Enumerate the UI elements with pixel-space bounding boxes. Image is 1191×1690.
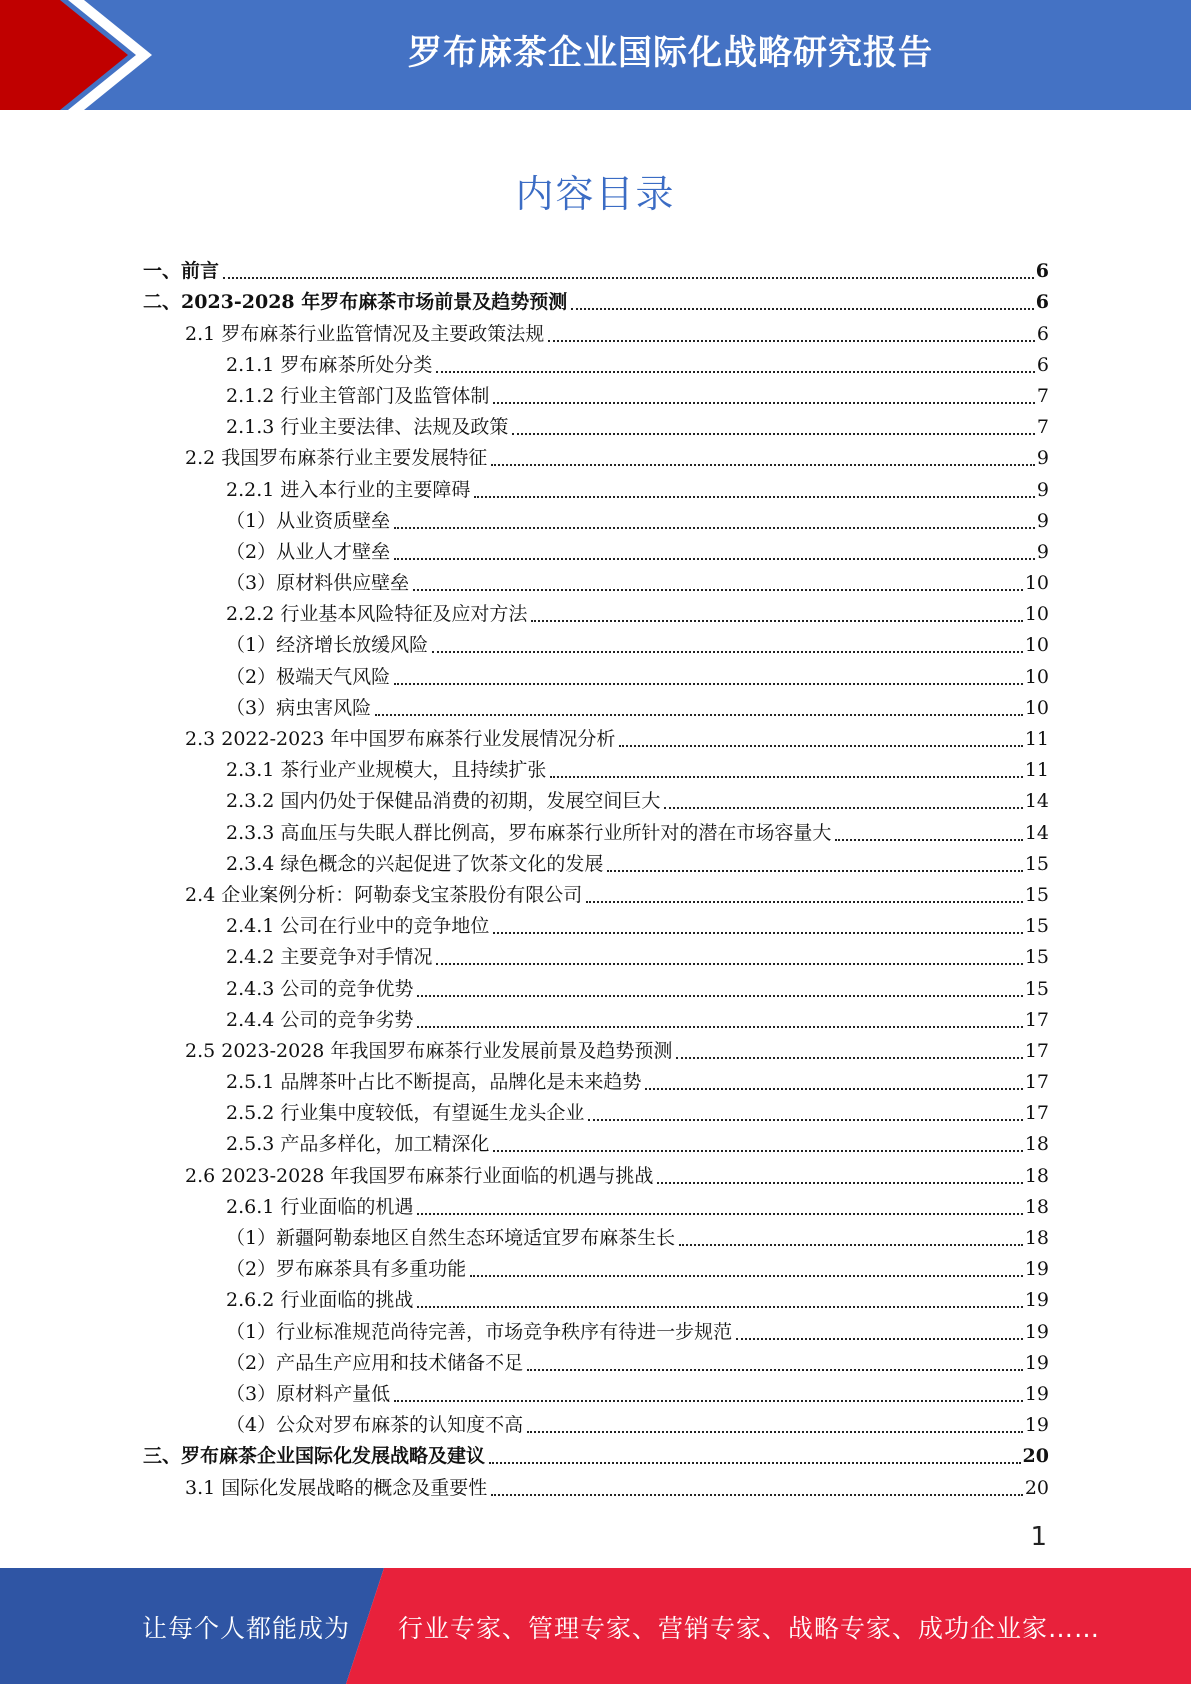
- toc-entry-page: 7: [1036, 384, 1049, 407]
- toc-dot-leader: [394, 526, 1035, 529]
- toc-dot-leader: [394, 682, 1023, 685]
- toc-entry-label: 2.2 我国罗布麻茶行业主要发展特征: [185, 447, 488, 470]
- toc-entry-page: 17: [1024, 1071, 1049, 1094]
- toc-entry-label: 2.3.3 高血压与失眠人群比例高，罗布麻茶行业所针对的潜在市场容量大: [226, 821, 832, 844]
- toc-dot-leader: [619, 744, 1022, 747]
- toc-entry-page: 15: [1024, 852, 1049, 875]
- toc-entry[interactable]: [143, 1126, 1049, 1157]
- toc-dot-leader: [493, 401, 1035, 404]
- toc-entry[interactable]: [143, 1157, 1049, 1188]
- toc-dot-leader: [436, 370, 1035, 373]
- toc-entry[interactable]: [143, 534, 1049, 565]
- toc-entry[interactable]: [143, 1407, 1049, 1438]
- toc-entry-page: 6: [1036, 353, 1049, 376]
- toc-entry-label: （2）罗布麻茶具有多重功能: [226, 1258, 467, 1281]
- toc-entry-page: 14: [1024, 790, 1049, 813]
- report-header-banner: [0, 0, 1191, 110]
- toc-dot-leader: [531, 619, 1022, 622]
- toc-dot-leader: [417, 1212, 1022, 1215]
- toc-entry-page: 6: [1036, 322, 1049, 345]
- toc-dot-leader: [394, 1399, 1023, 1402]
- toc-entry[interactable]: [143, 846, 1049, 877]
- toc-entry-label: 2.6 2023-2028 年我国罗布麻茶行业面临的机遇与挑战: [185, 1164, 654, 1187]
- toc-dot-leader: [413, 588, 1023, 591]
- toc-entry-label: 2.1 罗布麻茶行业监管情况及主要政策法规: [185, 322, 545, 345]
- toc-entry-label: 2.3.4 绿色概念的兴起促进了饮茶文化的发展: [226, 852, 604, 875]
- toc-dot-leader: [417, 994, 1022, 997]
- toc-entry-label: 2.1.2 行业主管部门及监管体制: [226, 384, 490, 407]
- toc-entry-page: 18: [1024, 1195, 1049, 1218]
- toc-dot-leader: [223, 276, 1034, 279]
- toc-entry[interactable]: [143, 877, 1049, 908]
- toc-entry-label: 2.4.2 主要竞争对手情况: [226, 946, 433, 969]
- toc-entry-label: （3）原材料产量低: [226, 1382, 391, 1405]
- toc-entry-page: 7: [1036, 416, 1049, 439]
- toc-entry-label: 二、2023-2028 年罗布麻茶市场前景及趋势预测: [143, 291, 568, 314]
- header-arrow-decoration: [0, 0, 160, 110]
- toc-heading: 内容目录: [515, 172, 676, 216]
- toc-entry[interactable]: [143, 1282, 1049, 1313]
- toc-entry-page: 19: [1024, 1351, 1049, 1374]
- toc-entry-page: 18: [1024, 1164, 1049, 1187]
- toc-entry[interactable]: [143, 1251, 1049, 1282]
- toc-entry[interactable]: [143, 1313, 1049, 1344]
- toc-dot-leader: [571, 307, 1034, 310]
- toc-entry-page: 20: [1024, 1476, 1049, 1499]
- toc-entry[interactable]: [143, 1376, 1049, 1407]
- toc-entry-label: 2.4.1 公司在行业中的竞争地位: [226, 915, 490, 938]
- toc-entry-label: 2.1.3 行业主要法律、法规及政策: [226, 416, 509, 439]
- toc-dot-leader: [375, 713, 1023, 716]
- toc-entry[interactable]: [143, 471, 1049, 502]
- toc-entry-label: 2.4.3 公司的竞争优势: [226, 977, 414, 1000]
- toc-entry-label: 2.1.1 罗布麻茶所处分类: [226, 353, 433, 376]
- toc-dot-leader: [679, 1243, 1023, 1246]
- toc-entry-label: （1）行业标准规范尚待完善，市场竞争秩序有待进一步规范: [226, 1320, 733, 1343]
- toc-entry-label: 2.2.1 进入本行业的主要障碍: [226, 478, 471, 501]
- toc-entry-label: （2）产品生产应用和技术储备不足: [226, 1351, 524, 1374]
- toc-dot-leader: [550, 775, 1022, 778]
- toc-entry[interactable]: [143, 783, 1049, 814]
- toc-entry[interactable]: [143, 1220, 1049, 1251]
- toc-entry-page: 9: [1036, 478, 1049, 501]
- toc-entry-label: 2.3.1 茶行业产业规模大，且持续扩张: [226, 759, 547, 782]
- toc-entry[interactable]: [143, 378, 1049, 409]
- toc-entry-page: 10: [1024, 572, 1049, 595]
- toc-entry-page: 15: [1024, 977, 1049, 1000]
- toc-dot-leader: [548, 339, 1035, 342]
- toc-entry-page: 9: [1036, 447, 1049, 470]
- toc-entry-label: 2.3.2 国内仍处于保健品消费的初期，发展空间巨大: [226, 790, 661, 813]
- toc-entry[interactable]: [143, 409, 1049, 440]
- footer-banner: [0, 1568, 1191, 1684]
- toc-dot-leader: [607, 869, 1022, 872]
- toc-entry-page: 17: [1024, 1039, 1049, 1062]
- toc-entry-page: 15: [1024, 915, 1049, 938]
- table-of-contents: [143, 253, 1049, 1501]
- toc-dot-leader: [664, 806, 1022, 809]
- toc-entry[interactable]: [143, 690, 1049, 721]
- toc-entry-page: 15: [1024, 946, 1049, 969]
- toc-entry[interactable]: [143, 1002, 1049, 1033]
- toc-dot-leader: [470, 1274, 1023, 1277]
- toc-entry-label: 2.4 企业案例分析：阿勒泰戈宝茶股份有限公司: [185, 883, 583, 906]
- toc-entry-label: （3）原材料供应壁垒: [226, 572, 410, 595]
- toc-entry[interactable]: [143, 908, 1049, 939]
- toc-entry[interactable]: [143, 1064, 1049, 1095]
- toc-dot-leader: [417, 1305, 1022, 1308]
- toc-entry-label: 3.1 国际化发展战略的概念及重要性: [185, 1476, 488, 1499]
- toc-entry-page: 10: [1024, 603, 1049, 626]
- toc-entry-label: 2.2.2 行业基本风险特征及应对方法: [226, 603, 528, 626]
- toc-entry[interactable]: [143, 814, 1049, 845]
- toc-entry-page: 10: [1024, 634, 1049, 657]
- toc-entry-page: 20: [1022, 1445, 1049, 1468]
- toc-dot-leader: [645, 1087, 1022, 1090]
- toc-entry-page: 14: [1024, 821, 1049, 844]
- toc-entry-label: 2.5.1 品牌茶叶占比不断提高，品牌化是未来趋势: [226, 1071, 642, 1094]
- toc-entry-label: 2.5.2 行业集中度较低，有望诞生龙头企业: [226, 1102, 585, 1125]
- toc-dot-leader: [493, 931, 1022, 934]
- toc-entry-label: 2.4.4 公司的竞争劣势: [226, 1008, 414, 1031]
- toc-entry-page: 10: [1024, 696, 1049, 719]
- toc-dot-leader: [436, 962, 1022, 965]
- footer-slogan-left: 让每个人都能成为: [142, 1614, 351, 1643]
- toc-dot-leader: [474, 495, 1035, 498]
- toc-entry-page: 6: [1035, 260, 1049, 283]
- toc-dot-leader: [657, 1181, 1022, 1184]
- toc-entry-label: 一、前言: [143, 260, 220, 283]
- toc-entry-page: 10: [1024, 665, 1049, 688]
- toc-entry-page: 19: [1024, 1382, 1049, 1405]
- toc-entry[interactable]: [143, 565, 1049, 596]
- toc-dot-leader: [676, 1056, 1022, 1059]
- toc-dot-leader: [432, 650, 1023, 653]
- toc-entry-page: 11: [1024, 728, 1049, 750]
- toc-entry[interactable]: [143, 970, 1049, 1001]
- toc-entry[interactable]: [143, 315, 1049, 346]
- toc-entry-label: 2.5.3 产品多样化，加工精深化: [226, 1133, 490, 1156]
- toc-entry-label: （3）病虫害风险: [226, 696, 372, 719]
- toc-entry[interactable]: [143, 253, 1049, 284]
- toc-dot-leader: [491, 1493, 1023, 1496]
- toc-entry[interactable]: [143, 1469, 1049, 1500]
- toc-dot-leader: [527, 1430, 1023, 1433]
- toc-entry-page: 18: [1024, 1227, 1049, 1249]
- toc-dot-leader: [736, 1337, 1023, 1340]
- toc-entry-page: 19: [1024, 1414, 1049, 1437]
- toc-dot-leader: [588, 1118, 1022, 1121]
- toc-dot-leader: [491, 463, 1035, 466]
- toc-entry-label: （1）从业资质壁垒: [226, 509, 391, 532]
- toc-entry-page: 19: [1024, 1289, 1049, 1312]
- toc-entry-label: 三、罗布麻茶企业国际化发展战略及建议: [143, 1445, 486, 1468]
- toc-entry-page: 6: [1035, 291, 1049, 314]
- toc-entry-label: （4）公众对罗布麻茶的认知度不高: [226, 1414, 524, 1437]
- footer-slogan-right: 行业专家、管理专家、营销专家、战略专家、成功企业家……: [398, 1614, 1101, 1643]
- toc-entry-page: 17: [1024, 1008, 1049, 1031]
- toc-dot-leader: [493, 1149, 1022, 1152]
- toc-entry-page: 18: [1024, 1133, 1049, 1156]
- toc-entry-page: 11: [1024, 759, 1049, 782]
- toc-entry-label: （1）经济增长放缓风险: [226, 634, 429, 657]
- toc-entry-page: 9: [1036, 509, 1049, 532]
- toc-entry[interactable]: [143, 627, 1049, 658]
- toc-entry-label: （1）新疆阿勒泰地区自然生态环境适宜罗布麻茶生长: [226, 1227, 676, 1249]
- toc-entry[interactable]: [143, 503, 1049, 534]
- toc-entry[interactable]: [143, 1189, 1049, 1220]
- toc-entry-page: 19: [1024, 1320, 1049, 1343]
- toc-entry[interactable]: [143, 1033, 1049, 1064]
- toc-entry-label: 2.6.2 行业面临的挑战: [226, 1289, 414, 1312]
- toc-entry[interactable]: [143, 284, 1049, 315]
- toc-dot-leader: [512, 432, 1035, 435]
- toc-dot-leader: [417, 1025, 1022, 1028]
- toc-entry-label: 2.3 2022-2023 年中国罗布麻茶行业发展情况分析: [185, 728, 616, 750]
- toc-entry-page: 15: [1024, 883, 1049, 906]
- toc-entry[interactable]: [143, 596, 1049, 627]
- toc-dot-leader: [489, 1461, 1021, 1464]
- toc-entry[interactable]: [143, 658, 1049, 689]
- page-number: 1: [1030, 1522, 1047, 1552]
- toc-entry[interactable]: [143, 440, 1049, 471]
- toc-dot-leader: [394, 557, 1035, 560]
- toc-entry[interactable]: [143, 1345, 1049, 1376]
- toc-entry-label: （2）从业人才壁垒: [226, 540, 391, 563]
- toc-dot-leader: [586, 900, 1023, 903]
- toc-entry-label: 2.6.1 行业面临的机遇: [226, 1195, 414, 1218]
- toc-entry[interactable]: [143, 1095, 1049, 1126]
- toc-entry-page: 17: [1024, 1102, 1049, 1125]
- toc-entry-label: 2.5 2023-2028 年我国罗布麻茶行业发展前景及趋势预测: [185, 1039, 673, 1062]
- toc-dot-leader: [527, 1368, 1023, 1371]
- toc-entry-page: 9: [1036, 540, 1049, 563]
- report-title: 罗布麻茶企业国际化战略研究报告: [408, 33, 933, 73]
- toc-entry[interactable]: [143, 347, 1049, 378]
- toc-dot-leader: [835, 838, 1022, 841]
- toc-entry[interactable]: [143, 721, 1049, 752]
- toc-entry[interactable]: [143, 752, 1049, 783]
- toc-entry-page: 19: [1024, 1258, 1049, 1281]
- toc-entry[interactable]: [143, 1438, 1049, 1469]
- toc-entry[interactable]: [143, 939, 1049, 970]
- toc-entry-label: （2）极端天气风险: [226, 665, 391, 688]
